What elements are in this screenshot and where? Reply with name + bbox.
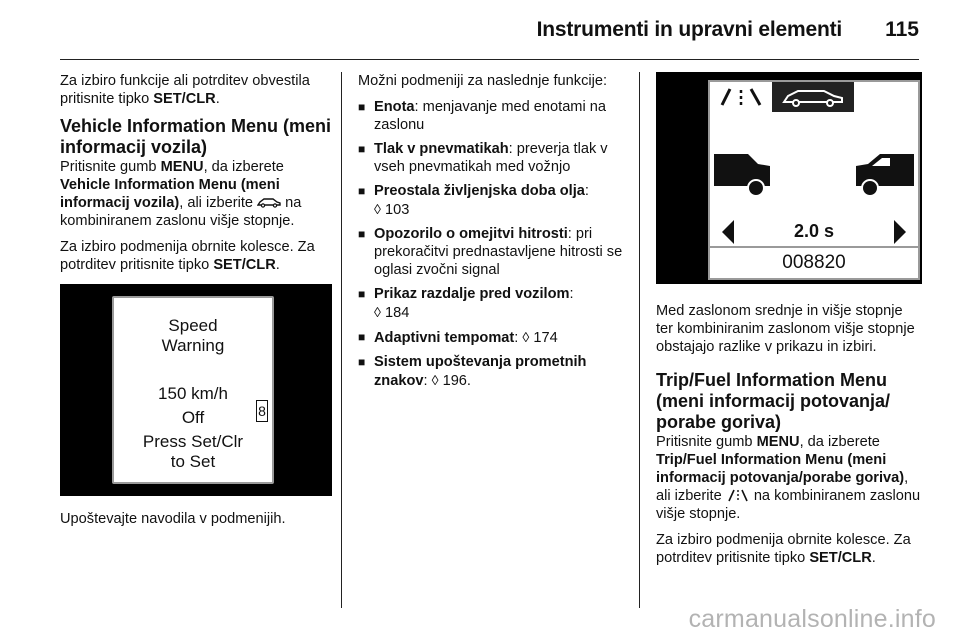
display-tabs [710, 82, 918, 112]
display-line-speed: Speed [168, 316, 218, 335]
section-heading-trip-fuel: Trip/Fuel Information Menu (meni informacij potovanja/ porabe goriva) [656, 370, 891, 432]
list-item: ■ Sistem upoštevanja prometnih znakov: ◊ 196. [358, 354, 587, 389]
section-heading-vehicle-info: Vehicle Information Menu (meni informacij vozila) [60, 116, 332, 157]
column-divider-1 [341, 72, 342, 608]
list-item: ■ Enota: menjavanje med enotami na zaslonu [358, 99, 606, 133]
figure-caption: Upoštevajte navodila v podmenijih. [60, 511, 286, 527]
reference-icon: ◊ [374, 201, 381, 217]
header-title: Instrumenti in upravni elementi [536, 18, 842, 41]
car-icon [257, 195, 281, 206]
vehicle-distance-icon [710, 134, 918, 204]
odometer-reading: 008820 [710, 246, 918, 278]
figure-code: 8 [256, 400, 268, 422]
display-line-warning: Warning [161, 336, 225, 355]
display-line-off: Off [181, 408, 205, 427]
front-car-icon [856, 154, 914, 196]
reference-icon: ◊ [522, 329, 530, 345]
speed-warning-display-figure [60, 284, 332, 496]
list-item: ■ Preostala življenjska doba olja: ◊ 103 [358, 183, 589, 218]
car-tab [772, 82, 854, 112]
page-number: 115 [885, 18, 919, 41]
menu-paragraph: Pritisnite gumb MENU, da izberete Vehicle Information Menu (meni informacij vozila), ali izberite na kombiniranem zaslonu višje stopnje. [60, 159, 302, 229]
reference-icon: ◊ [431, 372, 439, 388]
road-icon [710, 82, 772, 112]
display-line-press: Press Set/Clr [142, 432, 244, 451]
rear-car-icon [714, 154, 770, 196]
display-screen [708, 80, 920, 280]
column-3 [656, 72, 922, 575]
list-item: ■ Opozorilo o omejitvi hitrosti: pri prekoračitvi prednastavljene hitrosti se oglasi zvočni signal [358, 226, 623, 278]
intro-paragraph: Za izbiro funkcije ali potrditev obvestila pritisnite tipko SET/CLR. [60, 73, 310, 107]
submenu-intro: Možni podmeniji za naslednje funkcije: [358, 73, 608, 89]
list-item: ■ Prikaz razdalje pred vozilom: ◊ 184 [358, 286, 574, 321]
display-differences-paragraph: Med zaslonom srednje in višje stopnje ter kombiniranim zaslonom višje stopnje obstajajo razlike v prikazu in izbiri. [656, 303, 915, 355]
submenu-list [358, 98, 630, 390]
column-2 [358, 72, 630, 396]
list-item: ■ Adaptivni tempomat: ◊ 174 [358, 329, 558, 346]
display-line-to-set: to Set [170, 452, 216, 471]
display-screen [112, 296, 274, 484]
reference-icon: ◊ [374, 304, 381, 320]
page-header [0, 0, 960, 60]
display-line-speed-value: 150 km/h [158, 384, 228, 403]
header-divider [60, 59, 919, 60]
column-1 [60, 72, 332, 536]
column-divider-2 [639, 72, 640, 608]
road-icon [726, 489, 750, 502]
car-icon [772, 82, 854, 112]
trip-menu-paragraph: Pritisnite gumb MENU, da izberete Trip/Fuel Information Menu (meni informacij potovanja/porabe goriva), ali izberite na kombiniranem zaslonu višje stopnje. [656, 434, 921, 522]
distance-display-figure [656, 72, 922, 284]
distance-value: 2.0 s [793, 221, 835, 241]
watermark: carmanualsonline.info [688, 605, 936, 633]
list-item: ■ Tlak v pnevmatikah: preverja tlak v vseh pnevmatikah med vožnjo [358, 141, 608, 175]
trip-submenu-paragraph: Za izbiro podmenija obrnite kolesce. Za potrditev pritisnite tipko SET/CLR. [656, 532, 911, 566]
trip-tab [710, 82, 772, 112]
submenu-paragraph: Za izbiro podmenija obrnite kolesce. Za potrditev pritisnite tipko SET/CLR. [60, 239, 315, 273]
